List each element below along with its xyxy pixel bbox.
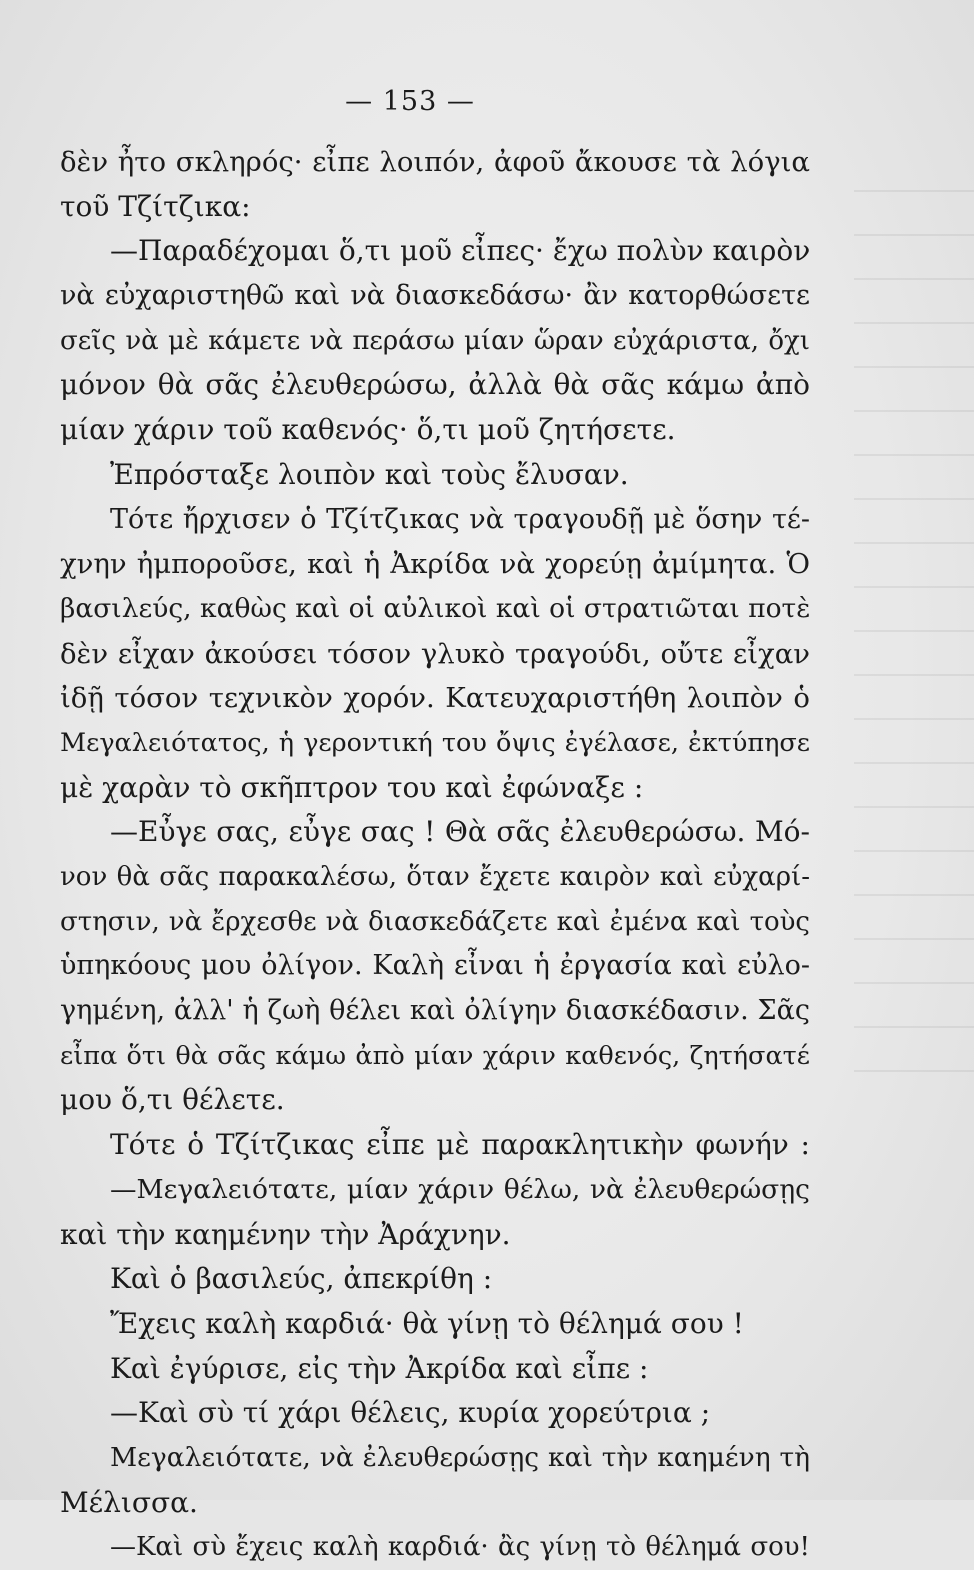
- text-line: τοῦ Τζίτζικα:: [60, 189, 251, 223]
- show-through-text: [854, 190, 974, 1090]
- text-line: βασιλεύς, καθὼς καὶ οἱ αὐλικοὶ καὶ οἱ στρατιῶται ποτὲ: [60, 592, 811, 624]
- text-line: Καὶ ἐγύρισε, εἰς τὴν Ἀκρίδα καὶ εἶπε :: [110, 1351, 649, 1385]
- text-line: —Καὶ σὺ τί χάρι θέλεις, κυρία χορεύτρια ;: [110, 1396, 711, 1430]
- text-line: Ἔχεις καλὴ καρδιά· θὰ γίνῃ τὸ θέλημά σου !: [110, 1306, 744, 1340]
- text-line: μόνον θὰ σᾶς ἐλευθερώσω, ἀλλὰ θὰ σᾶς κάμω ἀπὸ: [60, 368, 810, 402]
- text-line: Ἐπρόσταξε λοιπὸν καὶ τοὺς ἔλυσαν.: [110, 457, 629, 491]
- text-line: —Παραδέχομαι ὅ,τι μοῦ εἶπες· ἔχω πολὺν καιρὸν: [110, 234, 811, 268]
- body-text: [60, 140, 810, 1570]
- text-line: —Μεγαλειότατε, μίαν χάριν θέλω, νὰ ἐλευθερώσῃς: [110, 1173, 810, 1205]
- text-line: γημένη, ἀλλ' ἡ ζωὴ θέλει καὶ ὀλίγην διασκέδασιν. Σᾶς: [60, 995, 810, 1027]
- text-line: δὲν εἶχαν ἀκούσει τόσον γλυκὸ τραγούδι, οὔτε εἶχαν: [60, 637, 810, 670]
- text-line: Μεγαλειότατος, ἡ γεροντική του ὄψις ἐγέλασε, ἐκτύπησε: [60, 727, 810, 758]
- text-line: —Καὶ σὺ ἔχεις καλὴ καρδιά· ἂς γίνῃ τὸ θέλημά σου!: [110, 1532, 810, 1563]
- text-line: καὶ τὴν καημένην τὴν Ἀράχνην.: [60, 1217, 511, 1251]
- text-line: Τότε ὁ Τζίτζικας εἶπε μὲ παρακλητικὴν φωνήν :: [110, 1128, 810, 1162]
- text-line: δὲν ἦτο σκληρός· εἶπε λοιπόν, ἀφοῦ ἄκουσε τὰ λόγια: [60, 146, 810, 178]
- text-line: Τότε ἤρχισεν ὁ Τζίτζικας νὰ τραγουδῇ μὲ ὅσην τέ-: [110, 503, 810, 535]
- text-line: Μέλισσα.: [60, 1485, 198, 1519]
- text-line: εἶπα ὅτι θὰ σᾶς κάμω ἀπὸ μίαν χάριν καθενός, ζητήσατέ: [60, 1040, 810, 1071]
- text-line: —Εὖγε σας, εὖγε σας ! Θὰ σᾶς ἐλευθερώσω. Μό-: [110, 815, 810, 849]
- text-line: στησιν, νὰ ἔρχεσθε νὰ διασκεδάζετε καὶ ἐμένα καὶ τοὺς: [60, 906, 810, 937]
- text-line: ἰδῇ τόσον τεχνικὸν χορόν. Κατευχαριστήθη λοιπὸν ὁ: [60, 682, 810, 715]
- text-line: μὲ χαρὰν τὸ σκῆπτρον του καὶ ἐφώναξε :: [60, 770, 644, 804]
- text-line: ὑπηκόους μου ὀλίγον. Καλὴ εἶναι ἡ ἐργασία καὶ εὐλο-: [60, 950, 810, 982]
- text-line: χνην ἠμποροῦσε, καὶ ἡ Ἀκρίδα νὰ χορεύῃ ἀμίμητα. Ὁ: [60, 548, 810, 581]
- text-line: σεῖς νὰ μὲ κάμετε νὰ περάσω μίαν ὥραν εὐχάριστα, ὄχι: [60, 325, 810, 356]
- text-line: Καὶ ὁ βασιλεύς, ἀπεκρίθη :: [110, 1262, 493, 1296]
- text-line: νὰ εὐχαριστηθῶ καὶ νὰ διασκεδάσω· ἂν κατορθώσετε: [60, 280, 810, 312]
- text-line: μου ὅ,τι θέλετε.: [60, 1083, 285, 1117]
- text-line: Μεγαλειότατε, νὰ ἐλευθερώσῃς καὶ τὴν καημένη τὴ: [110, 1441, 810, 1473]
- text-line: μίαν χάριν τοῦ καθενός· ὅ,τι μοῦ ζητήσετε.: [60, 413, 676, 447]
- page-number: — 153 —: [345, 86, 475, 117]
- text-line: νον θὰ σᾶς παρακαλέσω, ὅταν ἔχετε καιρὸν καὶ εὐχαρί-: [60, 862, 810, 892]
